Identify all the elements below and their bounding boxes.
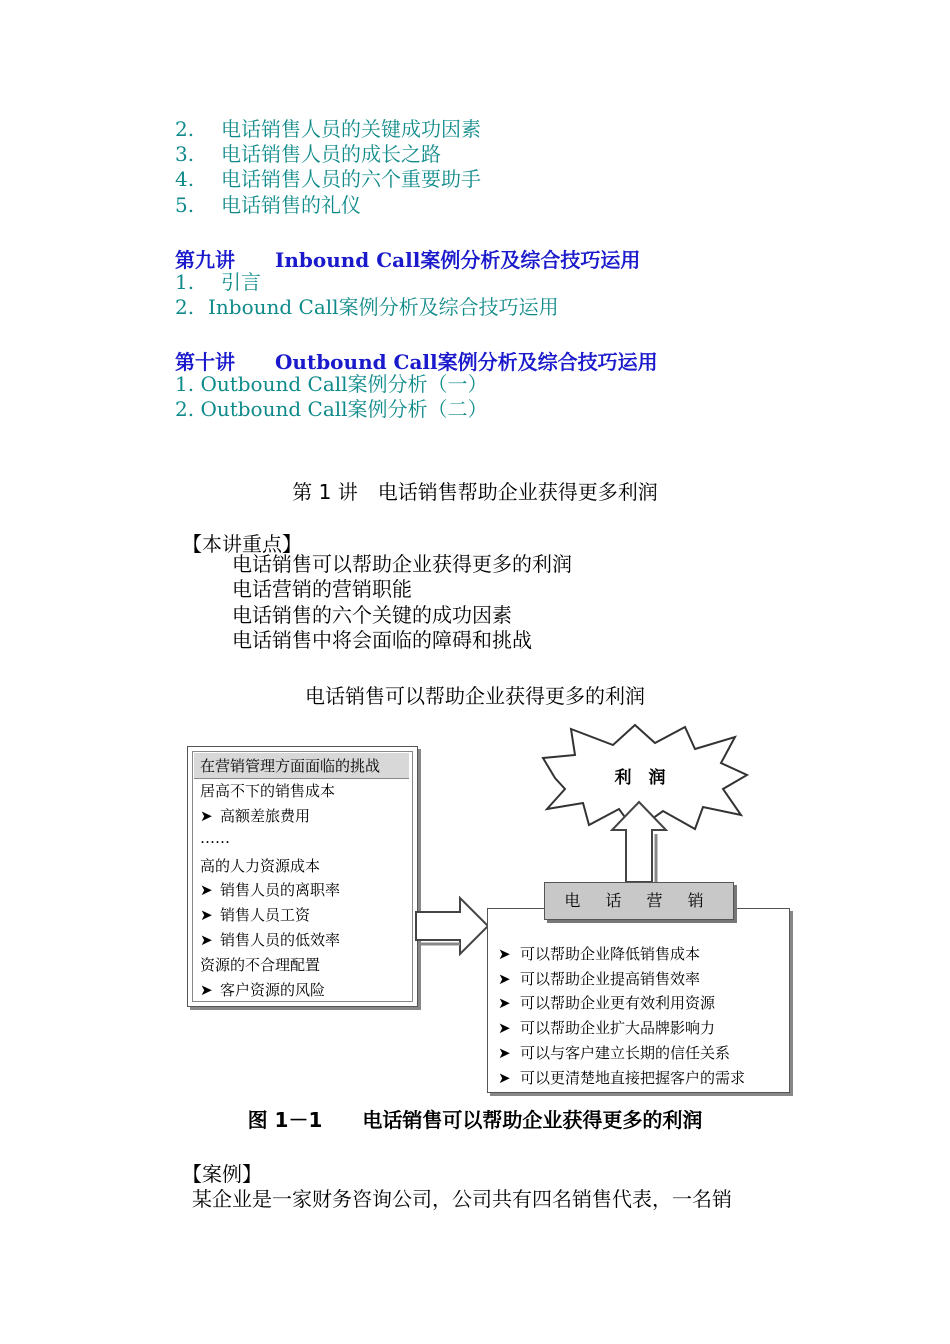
challenge-line: ➤ 高额差旅费用 bbox=[200, 807, 311, 825]
toc-item: 3. 电话销售人员的成长之路 bbox=[175, 142, 441, 166]
challenge-line: 居高不下的销售成本 bbox=[200, 782, 336, 800]
toc-item: 4. 电话销售人员的六个重要助手 bbox=[175, 167, 481, 191]
benefit-item: ➤ 可以帮助企业更有效利用资源 bbox=[498, 994, 716, 1012]
toc-item: 2. 电话销售人员的关键成功因素 bbox=[175, 117, 481, 141]
profit-label: 利 润 bbox=[614, 768, 666, 788]
chevron-right-icon: ➤ bbox=[498, 1044, 511, 1062]
benefit-item: ➤ 可以更清楚地直接把握客户的需求 bbox=[498, 1069, 746, 1087]
lecture-heading: 第十讲 Outbound Call案例分析及综合技巧运用 bbox=[175, 350, 658, 374]
telemarketing-label: 电 话 营 销 bbox=[544, 882, 734, 920]
case-label: 【案例】 bbox=[182, 1162, 262, 1186]
focus-item: 电话销售的六个关键的成功因素 bbox=[232, 603, 512, 627]
chevron-right-icon: ➤ bbox=[498, 1019, 511, 1037]
toc-item: 1. Outbound Call案例分析（一） bbox=[175, 372, 488, 396]
focus-item: 电话销售中将会面临的障碍和挑战 bbox=[232, 628, 532, 652]
case-text: 某企业是一家财务咨询公司，公司共有四名销售代表，一名销 bbox=[192, 1187, 732, 1211]
chevron-right-icon: ➤ bbox=[200, 807, 213, 825]
chapter-title: 第 1 讲 电话销售帮助企业获得更多利润 bbox=[292, 480, 658, 504]
challenges-title: 在营销管理方面面临的挑战 bbox=[194, 753, 409, 779]
focus-item: 电话营销的营销职能 bbox=[232, 577, 412, 601]
challenge-line: ➤ 销售人员的低效率 bbox=[200, 931, 341, 949]
challenge-line: …… bbox=[200, 829, 230, 847]
benefit-item: ➤ 可以帮助企业降低销售成本 bbox=[498, 945, 701, 963]
chevron-right-icon: ➤ bbox=[200, 906, 213, 924]
toc-item: 5. 电话销售的礼仪 bbox=[175, 193, 361, 217]
benefit-item: ➤ 可以帮助企业扩大品牌影响力 bbox=[498, 1019, 716, 1037]
chevron-right-icon: ➤ bbox=[200, 931, 213, 949]
challenge-line: 高的人力资源成本 bbox=[200, 857, 321, 875]
benefit-item: ➤ 可以帮助企业提高销售效率 bbox=[498, 970, 701, 988]
chevron-right-icon: ➤ bbox=[200, 881, 213, 899]
challenges-box bbox=[187, 746, 418, 1007]
chevron-right-icon: ➤ bbox=[498, 970, 511, 988]
chevron-right-icon: ➤ bbox=[200, 981, 213, 999]
chevron-right-icon: ➤ bbox=[498, 945, 511, 963]
section-title: 电话销售可以帮助企业获得更多的利润 bbox=[305, 684, 645, 708]
challenge-line: ➤ 客户资源的风险 bbox=[200, 981, 326, 999]
toc-item: 2. Inbound Call案例分析及综合技巧运用 bbox=[175, 295, 559, 319]
challenge-line: 资源的不合理配置 bbox=[200, 956, 321, 974]
challenge-line: ➤ 销售人员的离职率 bbox=[200, 881, 341, 899]
toc-item: 1. 引言 bbox=[175, 270, 261, 294]
lecture-heading: 第九讲 Inbound Call案例分析及综合技巧运用 bbox=[175, 248, 641, 272]
right-arrow-icon bbox=[414, 896, 490, 956]
challenge-line: ➤ 销售人员工资 bbox=[200, 906, 311, 924]
focus-item: 电话销售可以帮助企业获得更多的利润 bbox=[232, 552, 572, 576]
focus-label: 【本讲重点】 bbox=[182, 532, 302, 556]
benefits-box bbox=[487, 908, 790, 1093]
chevron-right-icon: ➤ bbox=[498, 994, 511, 1012]
chevron-right-icon: ➤ bbox=[498, 1069, 511, 1087]
figure-caption: 图 1－1 电话销售可以帮助企业获得更多的利润 bbox=[247, 1108, 703, 1132]
toc-item: 2. Outbound Call案例分析（二） bbox=[175, 397, 488, 421]
up-arrow-icon bbox=[610, 800, 668, 884]
benefit-item: ➤ 可以与客户建立长期的信任关系 bbox=[498, 1044, 731, 1062]
